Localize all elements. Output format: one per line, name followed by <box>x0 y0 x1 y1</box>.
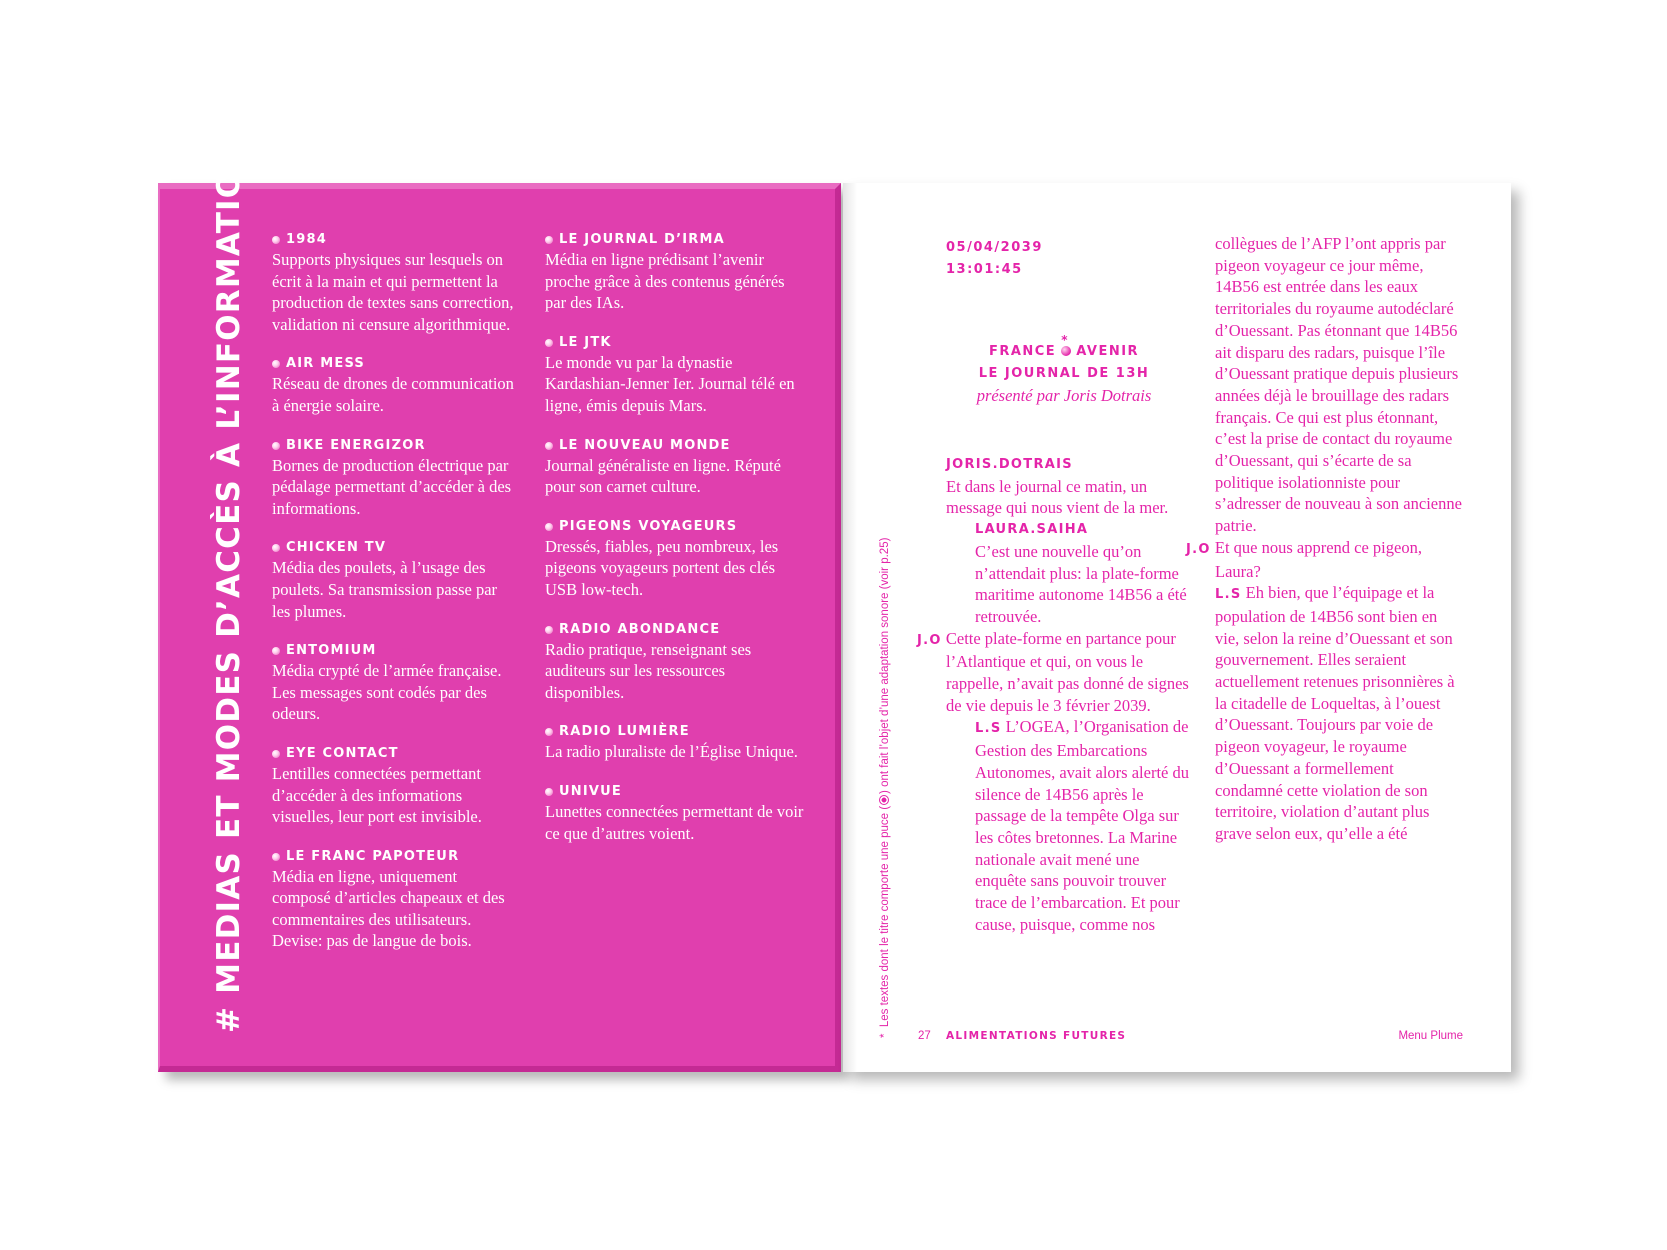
glossary-entry <box>272 231 518 335</box>
glossary-entry <box>545 621 807 704</box>
bullet-dot-icon <box>545 339 553 347</box>
entry-description: Réseau de drones de communication à énergie solaire. <box>272 374 514 415</box>
broadcast-date: 05/04/2039 <box>946 240 1043 255</box>
entry-name: LE NOUVEAU MONDE <box>559 437 731 453</box>
glossary-column-a <box>272 231 518 972</box>
entry-name: EYE CONTACT <box>286 745 399 761</box>
glossary-entry <box>545 437 807 498</box>
show-name-part-a: FRANCE <box>988 344 1057 359</box>
transcript-paragraph-block <box>1215 582 1465 844</box>
bullet-dot-icon <box>272 360 280 368</box>
right-page <box>843 183 1511 1072</box>
entry-description: Média en ligne, uniquement composé d’articles chapeaux et des commentaires des utilisateurs. Devise: pas de langue de bois. <box>272 866 505 951</box>
show-subtitle: LE JOURNAL DE 13H <box>978 366 1150 381</box>
asterisk-mark: * <box>1061 333 1069 347</box>
entry-description: Dressés, fiables, peu nombreux, les pigeons voyageurs portent des clés USB low-tech. <box>545 536 779 599</box>
speaker-tag: L.S <box>975 721 1002 737</box>
publisher-name: Menu Plume <box>1398 1030 1463 1042</box>
speaker-tag: J.O <box>1186 541 1211 557</box>
bullet-dot-icon <box>545 728 553 736</box>
section-title: # MEDIAS ET MODES D’ACCÈS À L’INFORMATION <box>211 143 247 1033</box>
bullet-dot-icon <box>545 236 553 244</box>
page-gutter-shadow <box>843 183 857 1072</box>
speaker-tag: J.O <box>917 632 942 648</box>
entry-name: LE JTK <box>559 334 612 350</box>
glossary-entry <box>545 231 807 314</box>
entry-description: Média en ligne prédisant l’avenir proche grâce à des contenus générés par des IAs. <box>545 250 785 313</box>
bullet-dot-icon <box>545 523 553 531</box>
entry-name: ENTOMIUM <box>286 643 377 659</box>
entry-description: Journal généraliste en ligne. Réputé pour son carnet culture. <box>545 455 781 497</box>
glossary-entry <box>272 437 518 520</box>
entry-name: LE FRANC PAPOTEUR <box>286 848 460 864</box>
entry-description: Média crypté de l’armée française. Les messages sont codés par des odeurs. <box>272 661 502 724</box>
entry-name: PIGEONS VOYAGEURS <box>559 518 738 534</box>
bullet-dot-icon <box>272 442 280 450</box>
transcript-column-1 <box>917 454 1191 935</box>
speaker-label: JORIS.DOTRAIS <box>946 457 1073 472</box>
entry-description: Lentilles connectées permettant d’accéder à des informations visuelles, leur port est invisible. <box>272 763 482 827</box>
transcript-paragraph: L’OGEA, l’Organisation de Gestion des Embarcations Autonomes, avait alors alerté du silence de 14B56 après le passage de la tempête Olga sur les côtes bretonnes. La Marine nationale avait mené une enquête sans pouvoir trouver trace de l’embarcation. Et pour cause, puisque, comme nos <box>975 717 1189 934</box>
transcript-paragraph: Et dans le journal ce matin, un message qui nous vient de la mer. <box>946 476 1169 518</box>
bullet-dot-icon <box>545 626 553 634</box>
speaker-tag: L.S <box>1215 587 1242 603</box>
entry-description: Supports physiques sur lesquels on écrit à la main et qui permettent la production de textes sans correction, validation ni censure algorithmique. <box>272 250 514 334</box>
entry-name: CHICKEN TV <box>286 540 387 556</box>
footnote-text-before: Les textes dont le titre comporte une puce ( <box>879 805 891 1028</box>
bullet-dot-icon <box>272 236 280 244</box>
left-page <box>158 143 841 1072</box>
glossary-entry <box>272 745 518 828</box>
transcript-paragraph: C’est une nouvelle qu’on n’attendait plus: la plate-forme maritime autonome 14B56 a été retrouvée. <box>975 541 1187 626</box>
entry-description: Radio pratique, renseignant ses auditeurs sur les ressources disponibles. <box>545 639 752 702</box>
entry-name: UNIVUE <box>559 783 622 799</box>
footnote-text-after: ) ont fait l’objet d’une adaptation sonore (voir p.25) <box>879 537 891 794</box>
entry-name: 1984 <box>286 232 327 247</box>
glossary-entry <box>272 642 518 725</box>
bullet-dot-icon <box>272 750 280 758</box>
transcript-paragraph: Cette plate-forme en partance pour l’Atlantique et qui, on vous le rappelle, n’avait pas donné de signes de vie depuis le 3 février 2039. <box>945 628 1189 715</box>
transcript-indented-block <box>946 716 1191 935</box>
transcript-indented-block <box>946 519 1191 628</box>
glossary-column-b <box>545 231 807 864</box>
glossary-entry <box>272 848 518 952</box>
show-presenter: présenté par Joris Dotrais <box>976 386 1152 405</box>
glossary-entry <box>545 783 807 844</box>
footnote-asterisk: * <box>879 1033 891 1038</box>
audio-bullet-icon <box>879 795 889 805</box>
transcript-paragraph: Et que nous apprend ce pigeon, Laura? <box>1214 537 1422 581</box>
bullet-dot-icon <box>545 442 553 450</box>
page-number: 27 <box>918 1030 931 1042</box>
bullet-dot-icon <box>545 788 553 796</box>
transcript-paragraph: collègues de l’AFP l’ont appris par pigeon voyageur ce jour même, 14B56 est entrée dans les eaux territoriales du royaume autodéclaré d’Ouessant. Pas étonnant que 14B56 ait disparu des radars, puisque l’île d’Ouessant pratique depuis plusieurs années déjà le brouillage des radars français. Ce qui est plus étonnant, c’est la prise de contact du royaume d’Ouessant, qui s’écarte de sa politique isolationniste pour s’adresser de nouveau à son ancienne patrie. <box>1215 234 1462 536</box>
entry-name: RADIO ABONDANCE <box>559 621 721 637</box>
entry-name: LE JOURNAL D’IRMA <box>559 232 725 247</box>
bullet-dot-icon <box>272 853 280 861</box>
show-name <box>946 333 1182 363</box>
bullet-dot-icon <box>272 544 280 552</box>
entry-description: Média des poulets, à l’usage des poulets. Sa transmission passe par les plumes. <box>272 558 498 621</box>
glossary-entry <box>545 723 807 763</box>
transcript-paragraph-block <box>1186 537 1465 582</box>
glossary-entry <box>272 539 518 622</box>
speaker-label: LAURA.SAIHA <box>975 522 1089 538</box>
transcript-paragraph: Eh bien, que l’équipage et la population de 14B56 sont bien en vie, selon la reine d’Ouessant et son gouvernement. Elles seraient actuellement retenues prisonnières à la citadelle de Loqueltas, à l’ouest d’Ouessant. Toujours par voie de pigeon voyageur, le royaume d’Ouessant a formellement condamné cette violation de son territoire, violation d’autant plus grave selon eux, qu’elle a été <box>1215 583 1455 843</box>
entry-name: BIKE ENERGIZOR <box>286 437 426 453</box>
broadcast-time: 13:01:45 <box>946 262 1023 277</box>
transcript-paragraph-block <box>917 628 1191 717</box>
entry-description: Lunettes connectées permettant de voir ce que d’autres voient. <box>545 801 804 843</box>
broadcast-datetime <box>946 237 1043 281</box>
running-title: ALIMENTATIONS FUTURES <box>946 1030 1127 1042</box>
glossary-entry <box>272 355 518 416</box>
show-name-part-b: AVENIR <box>1076 344 1140 359</box>
entry-description: Bornes de production électrique par pédalage permettant d’accéder à des informations. <box>272 455 512 518</box>
entry-description: La radio pluraliste de l’Église Unique. <box>545 742 798 762</box>
footnote <box>879 538 892 1038</box>
entry-description: Le monde vu par la dynastie Kardashian-Jenner Ier. Journal télé en ligne, émis depuis Mars. <box>545 352 795 415</box>
show-heading <box>946 333 1182 407</box>
glossary-entry <box>545 334 807 417</box>
bullet-dot-icon <box>272 647 280 655</box>
transcript-column-2 <box>1186 233 1465 845</box>
entry-name: AIR MESS <box>286 356 365 372</box>
entry-name: RADIO LUMIÈRE <box>559 724 690 740</box>
glossary-entry <box>545 518 807 601</box>
